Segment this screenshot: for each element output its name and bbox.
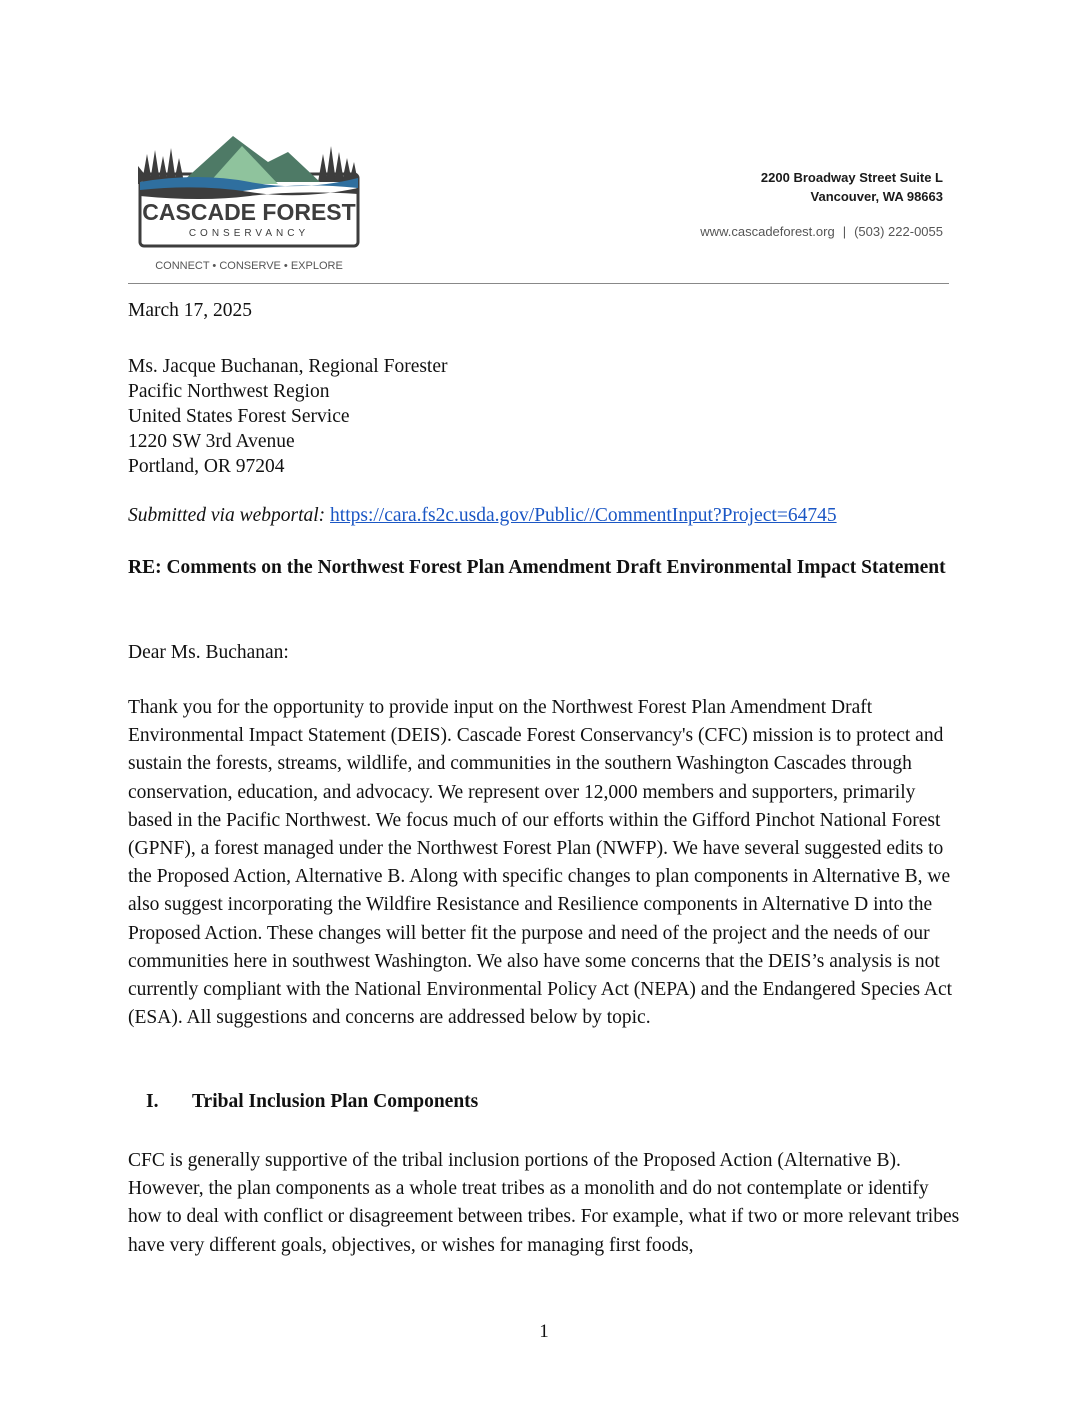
submission-label: Submitted via webportal: [128, 505, 326, 526]
org-contact [700, 224, 943, 239]
recipient-block [128, 354, 964, 479]
phone-number: (503) 222-0055 [854, 224, 943, 239]
webportal-link[interactable]: https://cara.fs2c.usda.gov/Public//CommentInput?Project=64745 [330, 505, 837, 526]
contact-separator: | [842, 224, 847, 239]
salutation: Dear Ms. Buchanan: [128, 642, 289, 663]
recipient-line: Ms. Jacque Buchanan, Regional Forester [128, 356, 448, 377]
website-link[interactable]: www.cascadeforest.org [700, 224, 835, 239]
address-line: Vancouver, WA 98663 [810, 189, 943, 204]
page-number: 1 [539, 1321, 549, 1342]
re-line: RE: Comments on the Northwest Forest Plan Amendment Draft Environmental Impact Statement [128, 557, 946, 578]
letter-date: March 17, 2025 [128, 300, 253, 321]
section-number: I. [146, 1091, 159, 1112]
intro-paragraph: Thank you for the opportunity to provide input on the Northwest Forest Plan Amendment Draft Environmental Impact Statement (DEIS). Cascade Forest Conservancy's (CFC) mission is to protect and sustain the forests, streams, wildlife, and communities in the southern Washington Cascades through conservation, education, and advocacy. We represent over 12,000 members and supporters, primarily based in the Pacific Northwest. We focus much of our efforts within the Gifford Pinchot National Forest (GPNF), a forest managed under the Northwest Forest Plan (NWFP). We have several suggested edits to the Proposed Action, Alternative B. Along with specific changes to plan components in Alternative B, we also suggest incorporating the Wildfire Resistance and Resilience components in Alternative D into the Proposed Action. These changes will better fit the purpose and need of the project and the needs of our communities here in southwest Washington. We also have some concerns that the DEIS’s analysis is not currently compliant with the National Environmental Policy Act (NEPA) and the Endangered Species Act (ESA). All suggestions and concerns are addressed below by topic. [128, 697, 953, 1029]
section-heading: Tribal Inclusion Plan Components [192, 1091, 479, 1112]
logo-name: CASCADE FOREST [142, 199, 356, 225]
recipient-line: Portland, OR 97204 [128, 456, 285, 477]
section-paragraph: CFC is generally supportive of the tribal inclusion portions of the Proposed Action (Alternative B). However, the plan components as a whole treat tribes as a monolith and do not contemplate or identify how to deal with conflict or disagreement between tribes. For example, what if two or more relevant tribes have very different goals, objectives, or wishes for managing first foods, [128, 1150, 960, 1256]
recipient-line: 1220 SW 3rd Avenue [128, 431, 295, 452]
submission-line [128, 503, 964, 528]
logo-subtitle: CONSERVANCY [188, 228, 310, 239]
logo-tagline: CONNECT • CONSERVE • EXPLORE [155, 260, 343, 272]
organization-logo [138, 132, 362, 277]
recipient-line: United States Forest Service [128, 406, 350, 427]
recipient-line: Pacific Northwest Region [128, 381, 330, 402]
letterhead-divider [128, 283, 949, 284]
logo-emblem [138, 132, 362, 277]
org-address [761, 168, 943, 206]
address-line: 2200 Broadway Street Suite L [760, 170, 943, 185]
